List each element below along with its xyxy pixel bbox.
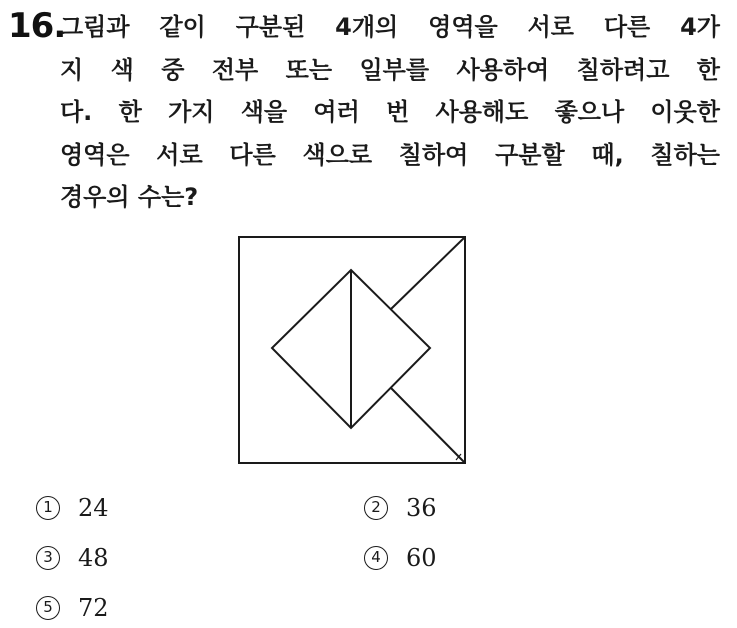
region-figure bbox=[236, 234, 468, 466]
problem-number: 16. bbox=[8, 6, 66, 46]
question-line: 그림과 같이 구분된 4개의 영역을 서로 다른 4가 bbox=[60, 13, 720, 41]
choice-marker: 1 bbox=[36, 496, 60, 520]
question-line: 경우의 수는? bbox=[60, 183, 199, 211]
lower-diagonal bbox=[391, 388, 465, 463]
choice-value: 60 bbox=[406, 544, 437, 572]
choice-5[interactable] bbox=[36, 592, 109, 624]
answer-choices bbox=[36, 488, 656, 628]
choice-value: 24 bbox=[78, 494, 109, 522]
choice-marker: 5 bbox=[36, 596, 60, 620]
upper-diagonal bbox=[391, 237, 465, 309]
question-line: 지 색 중 전부 또는 일부를 사용하여 칠하려고 한 bbox=[60, 55, 720, 84]
choice-marker: 4 bbox=[364, 546, 388, 570]
choice-1[interactable] bbox=[36, 492, 109, 524]
choice-marker: 2 bbox=[364, 496, 388, 520]
question-line: 영역은 서로 다른 색으로 칠하여 구분할 때, 칠하는 bbox=[60, 140, 720, 169]
choice-value: 36 bbox=[406, 494, 437, 522]
choice-value: 72 bbox=[78, 594, 109, 622]
choice-marker: 3 bbox=[36, 546, 60, 570]
question-line: 다. 한 가지 색을 여러 번 사용해도 좋으나 이웃한 bbox=[60, 98, 720, 126]
choice-3[interactable] bbox=[36, 542, 109, 574]
choice-value: 48 bbox=[78, 544, 109, 572]
choice-4[interactable] bbox=[364, 542, 437, 574]
choice-2[interactable] bbox=[364, 492, 437, 524]
question-text bbox=[60, 6, 720, 219]
